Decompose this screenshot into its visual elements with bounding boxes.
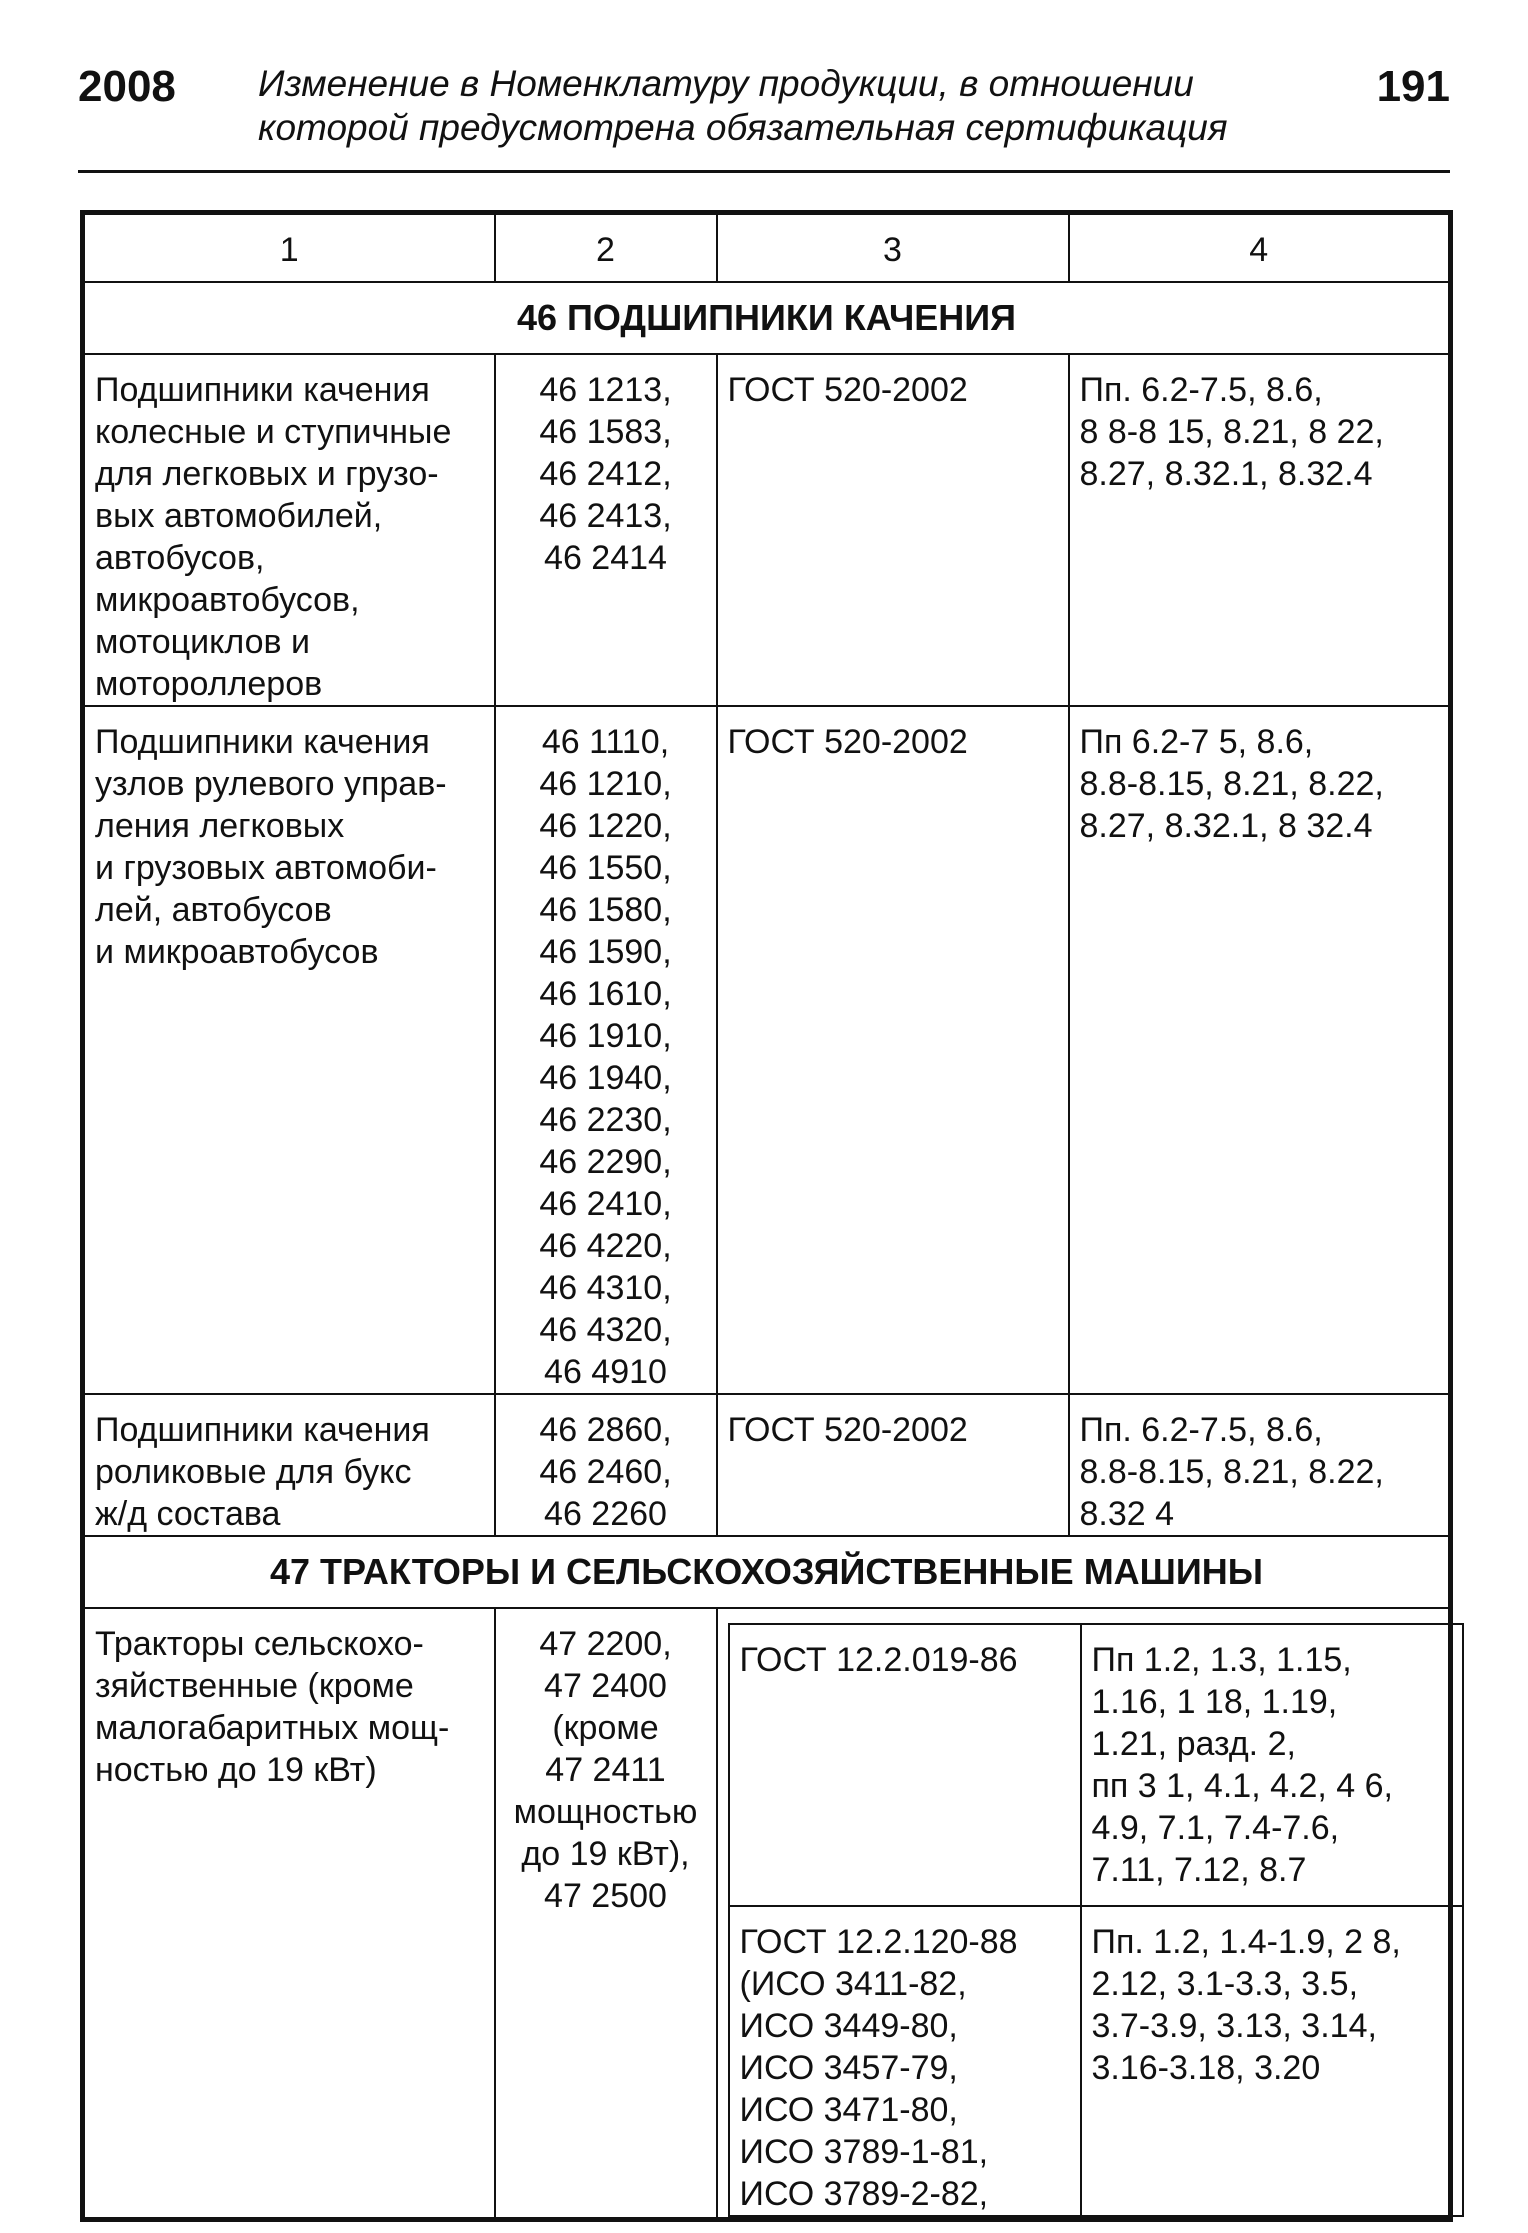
text-line: 8.27, 8.32.1, 8.32.4: [1079, 455, 1373, 493]
code-line: 46 2290,: [539, 1143, 672, 1181]
column-number-row: [83, 213, 1451, 283]
code-line: 46 1210,: [539, 765, 672, 803]
section-title-46: 46 ПОДШИПНИКИ КАЧЕНИЯ: [83, 282, 1451, 354]
text-line: Пп 1.2, 1.3, 1.15,: [1091, 1641, 1352, 1679]
text-line: ИСО 3457-79,: [739, 2049, 958, 2087]
code-line: 46 1910,: [539, 1017, 672, 1055]
product-name-cell: [83, 354, 495, 706]
code-line: 46 1220,: [539, 807, 672, 845]
code-line: 46 2460,: [539, 1453, 672, 1491]
text-line: пп 3 1, 4.1, 4.2, 4 6,: [1091, 1767, 1393, 1805]
text-line: ИСО 3789-2-82,: [739, 2175, 989, 2213]
text-line: роликовые для букс: [95, 1453, 412, 1491]
product-name-cell: [83, 1394, 495, 1536]
standard-cell: [729, 1624, 1081, 1906]
code-line: 46 2410,: [539, 1185, 672, 1223]
code-line: 46 2260: [544, 1495, 667, 1533]
header-title-line-1: Изменение в Номенклатуру продукции, в отношении: [258, 63, 1194, 104]
table-row: [83, 706, 1451, 1394]
text-line: ж/д состава: [95, 1495, 281, 1533]
standard-cell: [717, 1394, 1069, 1536]
section-row: [83, 1536, 1451, 1608]
page-number: 191: [1376, 62, 1450, 111]
text-line: Пп 6.2-7 5, 8.6,: [1079, 723, 1314, 761]
product-codes-cell: [495, 354, 717, 706]
sub-row: [729, 1906, 1463, 2216]
code-line: 46 2230,: [539, 1101, 672, 1139]
text-line: малогабаритных мощ-: [95, 1709, 450, 1747]
page-header: [78, 58, 1450, 168]
text-line: Тракторы сельскохо-: [95, 1625, 424, 1663]
text-line: мотоциклов и: [95, 623, 310, 661]
text-line: ления легковых: [95, 807, 345, 845]
text-line: автобусов,: [95, 539, 265, 577]
text-line: ИСО 3471-80,: [739, 2091, 958, 2129]
header-year: 2008: [78, 62, 176, 111]
column-number: 2: [495, 213, 717, 283]
text-line: ГОСТ 520-2002: [727, 1411, 968, 1449]
clauses-cell: [1081, 1906, 1463, 2216]
text-line: Подшипники качения: [95, 1411, 430, 1449]
text-line: мотороллеров: [95, 665, 323, 703]
clauses-cell: [1069, 706, 1451, 1394]
column-number: 1: [83, 213, 495, 283]
header-title-line-2: которой предусмотрена обязательная сертификация: [258, 107, 1228, 148]
code-line: 46 1583,: [539, 413, 672, 451]
text-line: 4.9, 7.1, 7.4-7.6,: [1091, 1809, 1340, 1847]
text-line: ГОСТ 520-2002: [727, 723, 968, 761]
code-line: 46 1940,: [539, 1059, 672, 1097]
code-line: 46 4310,: [539, 1269, 672, 1307]
text-line: Пп. 1.2, 1.4-1.9, 2 8,: [1091, 1923, 1401, 1961]
standards-subtable-cell: [717, 1608, 1451, 2220]
code-line: 46 4910: [544, 1353, 667, 1391]
column-number: 4: [1069, 213, 1451, 283]
text-line: 1.21, разд. 2,: [1091, 1725, 1296, 1763]
section-row: [83, 282, 1451, 354]
text-line: 2.12, 3.1-3.3, 3.5,: [1091, 1965, 1359, 2003]
code-line: 46 4220,: [539, 1227, 672, 1265]
code-line: 46 1550,: [539, 849, 672, 887]
text-line: 8.32 4: [1079, 1495, 1175, 1533]
text-line: узлов рулевого управ-: [95, 765, 447, 803]
standard-cell: [729, 1906, 1081, 2216]
sub-row: [729, 1624, 1463, 1906]
text-line: и микроавтобусов: [95, 933, 379, 971]
text-line: ГОСТ 520-2002: [727, 371, 968, 409]
product-codes-cell: [495, 1608, 717, 2220]
table-row: [83, 354, 1451, 706]
standards-subtable: [728, 1623, 1464, 2217]
table-row: [83, 1394, 1451, 1536]
text-line: вых автомобилей,: [95, 497, 383, 535]
code-line: (кроме: [552, 1709, 659, 1747]
code-line: 46 2414: [544, 539, 667, 577]
code-line: 47 2500: [544, 1877, 667, 1915]
code-line: 46 1110,: [541, 723, 670, 761]
text-line: лей, автобусов: [95, 891, 332, 929]
code-line: 46 1580,: [539, 891, 672, 929]
clauses-cell: [1069, 354, 1451, 706]
text-line: Подшипники качения: [95, 371, 430, 409]
text-line: зяйственные (кроме: [95, 1667, 414, 1705]
text-line: 8.8-8.15, 8.21, 8.22,: [1079, 1453, 1384, 1491]
code-line: 46 1610,: [539, 975, 672, 1013]
standard-cell: [717, 354, 1069, 706]
product-name-cell: [83, 706, 495, 1394]
code-line: 46 1213,: [539, 371, 672, 409]
text-line: ностью до 19 кВт): [95, 1751, 377, 1789]
clauses-cell: [1081, 1624, 1463, 1906]
text-line: и грузовых автомоби-: [95, 849, 437, 887]
standard-cell: [717, 706, 1069, 1394]
header-rule: [78, 170, 1450, 173]
text-line: Пп. 6.2-7.5, 8.6,: [1079, 371, 1323, 409]
header-title: [258, 62, 1338, 150]
section-title-47: 47 ТРАКТОРЫ И СЕЛЬСКОХОЗЯЙСТВЕННЫЕ МАШИНЫ: [83, 1536, 1451, 1608]
text-line: ГОСТ 12.2.019-86: [739, 1641, 1018, 1679]
text-line: ГОСТ 12.2.120-88: [739, 1923, 1018, 1961]
text-line: (ИСО 3411-82,: [739, 1965, 967, 2003]
code-line: 46 1590,: [539, 933, 672, 971]
text-line: 3.7-3.9, 3.13, 3.14,: [1091, 2007, 1377, 2045]
product-name-cell: [83, 1608, 495, 2220]
text-line: 8.8-8.15, 8.21, 8.22,: [1079, 765, 1384, 803]
text-line: 8 8-8 15, 8.21, 8 22,: [1079, 413, 1384, 451]
code-line: 46 2860,: [539, 1411, 672, 1449]
text-line: ИСО 3449-80,: [739, 2007, 958, 2045]
text-line: 8.27, 8.32.1, 8 32.4: [1079, 807, 1373, 845]
code-line: 46 2412,: [539, 455, 672, 493]
table-row: [83, 1608, 1451, 2220]
nomenclature-table: [80, 210, 1453, 2222]
clauses-cell: [1069, 1394, 1451, 1536]
product-codes-cell: [495, 706, 717, 1394]
code-line: мощностью: [513, 1793, 698, 1831]
code-line: до 19 кВт),: [521, 1835, 690, 1873]
text-line: микроавтобусов,: [95, 581, 360, 619]
text-line: Пп. 6.2-7.5, 8.6,: [1079, 1411, 1323, 1449]
column-number: 3: [717, 213, 1069, 283]
text-line: 3.16-3.18, 3.20: [1091, 2049, 1321, 2087]
code-line: 47 2400: [544, 1667, 667, 1705]
text-line: ИСО 3789-1-81,: [739, 2133, 989, 2171]
text-line: Подшипники качения: [95, 723, 430, 761]
code-line: 46 2413,: [539, 497, 672, 535]
code-line: 46 4320,: [539, 1311, 672, 1349]
text-line: 7.11, 7.12, 8.7: [1091, 1851, 1307, 1889]
product-codes-cell: [495, 1394, 717, 1536]
text-line: для легковых и грузо-: [95, 455, 439, 493]
text-line: колесные и ступичные: [95, 413, 452, 451]
code-line: 47 2200,: [539, 1625, 672, 1663]
text-line: 1.16, 1 18, 1.19,: [1091, 1683, 1338, 1721]
code-line: 47 2411: [545, 1751, 666, 1789]
